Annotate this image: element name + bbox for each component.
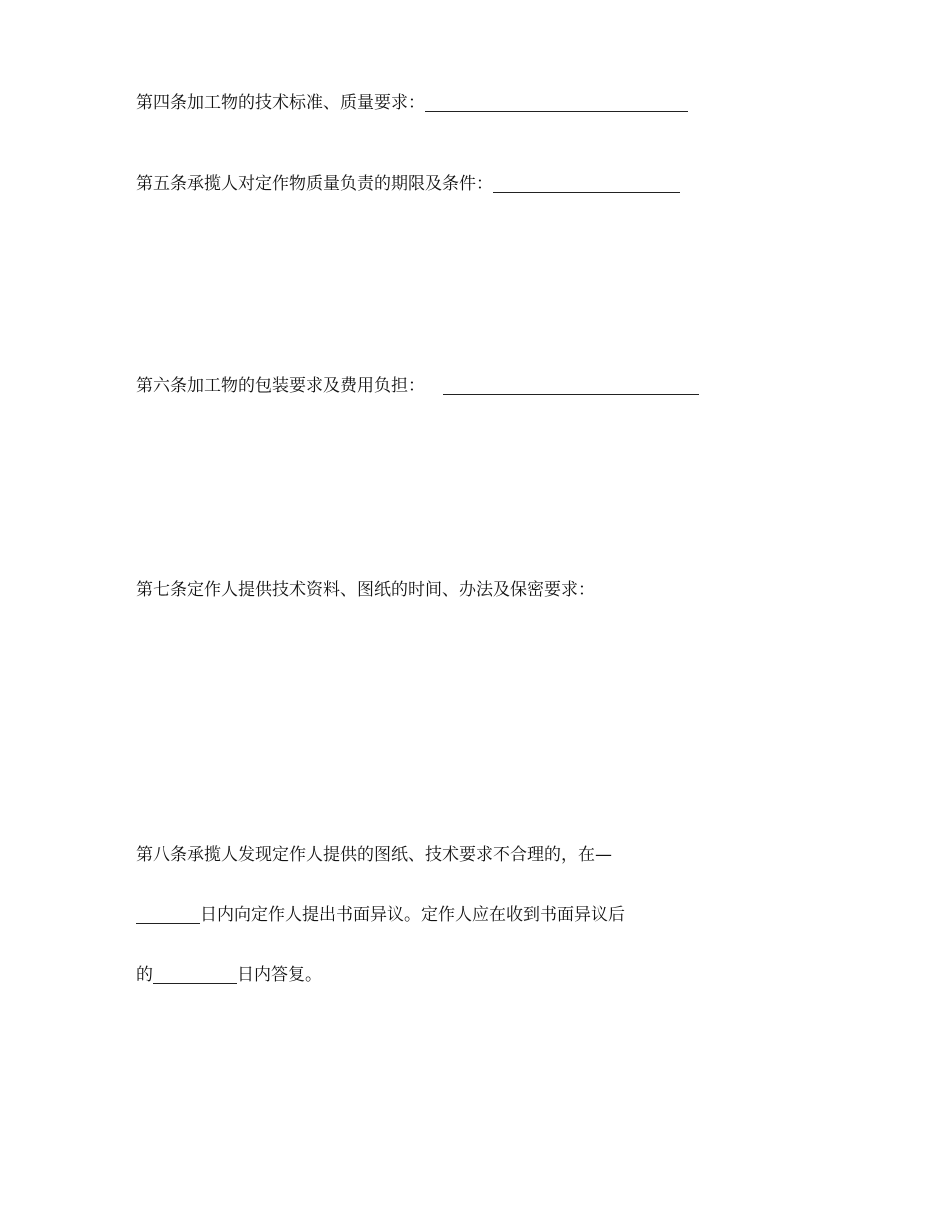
clause-8-line-1-text: 第八条承揽人发现定作人提供的图纸、技术要求不合理的，在—	[136, 845, 612, 865]
clause-8-line-2	[136, 903, 625, 927]
clause-6	[136, 374, 699, 398]
clause-8-line-1	[136, 843, 612, 867]
clause-5-blank	[493, 176, 680, 193]
clause-7-text: 第七条定作人提供技术资料、图纸的时间、办法及保密要求：	[136, 580, 595, 600]
clause-6-text: 第六条加工物的包装要求及费用负担：	[136, 376, 425, 396]
clause-5	[136, 172, 680, 196]
clause-6-blank	[443, 378, 699, 395]
clause-8-days-blank-2	[153, 967, 237, 984]
clause-4	[136, 91, 688, 115]
clause-4-blank	[425, 95, 688, 112]
clause-8-line-3-suffix: 日内答复。	[237, 965, 322, 985]
clause-5-text: 第五条承揽人对定作物质量负责的期限及条件：	[136, 174, 493, 194]
clause-8-line-2-text: 日内向定作人提出书面异议。定作人应在收到书面异议后	[200, 905, 625, 925]
clause-8-days-blank-1	[136, 907, 200, 924]
clause-7	[136, 578, 595, 602]
clause-4-text: 第四条加工物的技术标准、质量要求：	[136, 93, 425, 113]
clause-8-line-3	[136, 963, 322, 987]
clause-8-line-3-prefix: 的	[136, 965, 153, 985]
